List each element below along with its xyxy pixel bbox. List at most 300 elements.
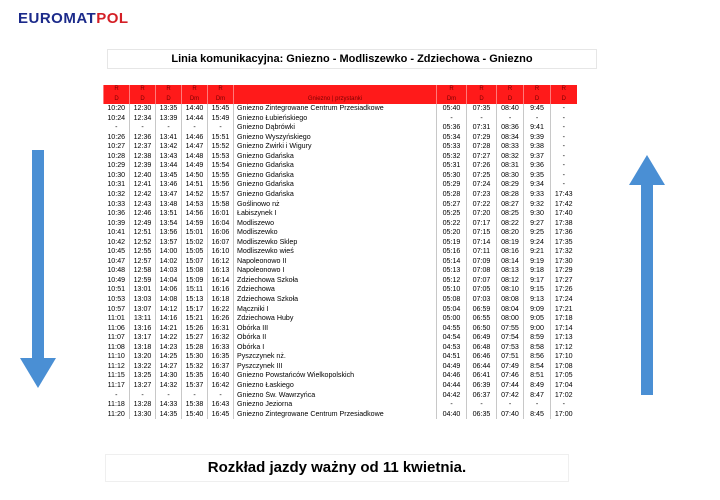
return-time: 17:32 — [551, 247, 577, 257]
return-time: 04:46 — [437, 371, 467, 381]
table-row — [104, 190, 577, 200]
return-time: 07:17 — [467, 219, 497, 229]
return-time: 08:33 — [497, 142, 524, 152]
header-cell: R — [551, 85, 577, 95]
return-time: 07:53 — [497, 343, 524, 353]
return-time: 07:46 — [497, 371, 524, 381]
departure-time: 13:44 — [156, 161, 182, 171]
table-row — [104, 276, 577, 286]
departure-time: 14:48 — [182, 152, 208, 162]
stop-name: Gniezno Gdańska — [234, 180, 437, 190]
departure-time: 14:32 — [156, 381, 182, 391]
departure-time: 16:10 — [208, 247, 234, 257]
return-time: 17:24 — [551, 295, 577, 305]
header-cell: D — [156, 95, 182, 105]
return-time: 07:25 — [467, 171, 497, 181]
stop-name: Obórka II — [234, 333, 437, 343]
return-time: - — [551, 152, 577, 162]
return-time: 05:13 — [437, 266, 467, 276]
departure-time: 15:51 — [208, 133, 234, 143]
departure-time: 13:28 — [130, 400, 156, 410]
departure-time: 15:58 — [208, 200, 234, 210]
departure-time: 12:59 — [130, 276, 156, 286]
return-time: 07:31 — [467, 123, 497, 133]
return-time: 9:32 — [524, 200, 551, 210]
header-cell: Dm — [182, 95, 208, 105]
departure-time: 15:11 — [182, 285, 208, 295]
return-time: 06:35 — [467, 410, 497, 420]
return-time: - — [437, 400, 467, 410]
return-time: 9:41 — [524, 123, 551, 133]
return-time: 07:55 — [497, 324, 524, 334]
departure-time: 11:20 — [107, 409, 125, 418]
return-time: 17:43 — [551, 190, 577, 200]
return-time: - — [467, 400, 497, 410]
departure-time: - — [130, 391, 156, 401]
departure-time: - — [208, 391, 234, 401]
return-time: 17:30 — [551, 257, 577, 267]
departure-time: 10:45 — [107, 247, 126, 256]
departure-time: 14:59 — [182, 219, 208, 229]
return-time: - — [551, 180, 577, 190]
stop-name: Gniezno Jeziorna — [234, 400, 437, 410]
departure-time: 16:37 — [208, 362, 234, 372]
return-time: 04:51 — [437, 352, 467, 362]
table-row — [104, 371, 577, 381]
return-time: - — [551, 400, 577, 410]
stop-name: Gniezno Gdańska — [234, 152, 437, 162]
table-row — [104, 352, 577, 362]
departure-time: 12:49 — [130, 219, 156, 229]
arrow-down-icon — [20, 150, 56, 388]
return-time: 9:34 — [524, 180, 551, 190]
departure-time: 15:02 — [182, 238, 208, 248]
departure-time: 16:22 — [208, 305, 234, 315]
return-time: 17:40 — [551, 209, 577, 219]
return-time: 07:42 — [497, 391, 524, 401]
return-time: 9:33 — [524, 190, 551, 200]
departure-time: 15:27 — [182, 333, 208, 343]
return-time: 05:32 — [437, 152, 467, 162]
return-time: 05:25 — [437, 209, 467, 219]
departure-time: 14:27 — [156, 362, 182, 372]
return-time: - — [497, 114, 524, 124]
header-row1 — [104, 85, 577, 95]
return-time: - — [437, 114, 467, 124]
return-time: 06:46 — [467, 352, 497, 362]
return-time: 04:53 — [437, 343, 467, 353]
table-row — [104, 180, 577, 190]
table-row — [104, 209, 577, 219]
return-time: 05:31 — [437, 161, 467, 171]
return-time: 07:44 — [497, 381, 524, 391]
return-time: 08:32 — [497, 152, 524, 162]
stop-name: Gniezno Dąbrówki — [234, 123, 437, 133]
departure-time: 15:54 — [208, 161, 234, 171]
departure-time: 14:21 — [156, 324, 182, 334]
departure-time: 14:00 — [156, 247, 182, 257]
return-time: 04:40 — [437, 410, 467, 420]
return-time: 06:55 — [467, 314, 497, 324]
table-row — [104, 305, 577, 315]
departure-time: 13:25 — [130, 371, 156, 381]
return-time: 08:19 — [497, 238, 524, 248]
header-cell: D — [551, 95, 577, 105]
table-row — [104, 171, 577, 181]
departure-time: 13:45 — [156, 171, 182, 181]
return-time: 8:49 — [524, 381, 551, 391]
departure-time: 13:17 — [130, 333, 156, 343]
departure-time: 10:31 — [107, 180, 126, 189]
return-time: 05:08 — [437, 295, 467, 305]
stop-name: Obórka III — [234, 324, 437, 334]
return-time: - — [467, 114, 497, 124]
departure-time: 14:52 — [182, 190, 208, 200]
departure-time: 12:39 — [130, 161, 156, 171]
return-time: 08:36 — [497, 123, 524, 133]
stop-name: Modliszewko — [234, 228, 437, 238]
return-time: 17:36 — [551, 228, 577, 238]
table-row — [104, 238, 577, 248]
stop-name: Modliszewo — [234, 219, 437, 229]
table-row — [104, 123, 577, 133]
return-time: 07:40 — [497, 410, 524, 420]
departure-time: 13:39 — [156, 114, 182, 124]
table-row — [104, 133, 577, 143]
departure-time: 15:21 — [182, 314, 208, 324]
departure-time: 10:49 — [107, 275, 126, 284]
return-time: 17:42 — [551, 200, 577, 210]
return-time: 05:00 — [437, 314, 467, 324]
stop-name: Mączniki I — [234, 305, 437, 315]
departure-time: 15:40 — [182, 410, 208, 420]
return-time: 05:27 — [437, 200, 467, 210]
return-time: 05:14 — [437, 257, 467, 267]
departure-time: 10:26 — [107, 132, 126, 141]
return-time: - — [551, 114, 577, 124]
return-time: 8:56 — [524, 352, 551, 362]
return-time: 07:08 — [467, 266, 497, 276]
header-cell: D — [497, 95, 524, 105]
header-cell: D — [104, 95, 130, 105]
departure-time: 15:45 — [208, 104, 234, 114]
departure-time: 13:07 — [130, 305, 156, 315]
return-time: 17:18 — [551, 314, 577, 324]
table-row — [104, 333, 577, 343]
return-time: 08:04 — [497, 305, 524, 315]
departure-time: 14:12 — [156, 305, 182, 315]
header-cell: R — [437, 85, 467, 95]
return-time: 8:51 — [524, 371, 551, 381]
return-time: 17:27 — [551, 276, 577, 286]
departure-time: 12:43 — [130, 200, 156, 210]
departure-time: 13:03 — [130, 295, 156, 305]
departure-time: 11:07 — [107, 333, 125, 342]
stop-name: Gniezno Łaskiego — [234, 381, 437, 391]
departure-time: 16:45 — [208, 410, 234, 420]
stop-name: Gniezno Gdańska — [234, 171, 437, 181]
return-time: 9:17 — [524, 276, 551, 286]
return-time: 07:49 — [497, 362, 524, 372]
return-time: 17:35 — [551, 238, 577, 248]
return-time: 17:21 — [551, 305, 577, 315]
return-time: 07:51 — [497, 352, 524, 362]
return-time: 9:09 — [524, 305, 551, 315]
header-cell: R — [104, 85, 130, 95]
stop-name: Napoleonowo II — [234, 257, 437, 267]
return-time: 17:38 — [551, 219, 577, 229]
return-time: 08:27 — [497, 200, 524, 210]
return-time: 9:39 — [524, 133, 551, 143]
departure-time: - — [156, 123, 182, 133]
departure-time: 15:01 — [182, 228, 208, 238]
departure-time: 10:48 — [107, 266, 126, 275]
table-row — [104, 152, 577, 162]
departure-time: 12:34 — [130, 114, 156, 124]
return-time: 8:45 — [524, 410, 551, 420]
header-cell: Dm — [208, 95, 234, 105]
departure-time: 12:41 — [130, 180, 156, 190]
departure-time: 13:42 — [156, 142, 182, 152]
return-time: - — [524, 114, 551, 124]
header-cell: R — [156, 85, 182, 95]
table-row — [104, 114, 577, 124]
return-time: 9:19 — [524, 257, 551, 267]
departure-time: 12:40 — [130, 171, 156, 181]
departure-time: - — [115, 123, 118, 132]
header-row2 — [104, 95, 577, 105]
stop-name: Modliszewko wieś — [234, 247, 437, 257]
departure-time: 15:13 — [182, 295, 208, 305]
departure-time: 11:15 — [107, 371, 125, 380]
departure-time: 10:28 — [107, 151, 126, 160]
departure-time: 14:33 — [156, 400, 182, 410]
departure-time: 12:46 — [130, 209, 156, 219]
return-time: - — [551, 123, 577, 133]
table-row — [104, 324, 577, 334]
return-time: 9:25 — [524, 228, 551, 238]
return-time: 08:28 — [497, 190, 524, 200]
departure-time: 16:40 — [208, 371, 234, 381]
table-row — [104, 200, 577, 210]
return-time: 06:44 — [467, 362, 497, 372]
table-row — [104, 219, 577, 229]
return-time: 17:12 — [551, 343, 577, 353]
stop-name: Gniezno Gdańska — [234, 161, 437, 171]
table-row — [104, 362, 577, 372]
departure-time: 12:55 — [130, 247, 156, 257]
departure-time: 15:56 — [208, 180, 234, 190]
return-time: 17:08 — [551, 362, 577, 372]
departure-time: 10:29 — [107, 161, 126, 170]
departure-time: 16:18 — [208, 295, 234, 305]
departure-time: 16:35 — [208, 352, 234, 362]
return-time: - — [524, 400, 551, 410]
departure-time: 12:51 — [130, 228, 156, 238]
departure-time: 14:35 — [156, 410, 182, 420]
table-row — [104, 104, 577, 114]
departure-time: 13:47 — [156, 190, 182, 200]
return-time: 05:19 — [437, 238, 467, 248]
return-time: 07:05 — [467, 285, 497, 295]
departure-time: 14:56 — [182, 209, 208, 219]
stop-name: Gniezno Łubieńskiego — [234, 114, 437, 124]
departure-time: 15:49 — [208, 114, 234, 124]
header-cell: Dm — [437, 95, 467, 105]
departure-time: 15:57 — [208, 190, 234, 200]
return-time: 8:47 — [524, 391, 551, 401]
departure-time: 14:22 — [156, 333, 182, 343]
return-time: 08:31 — [497, 161, 524, 171]
return-time: 04:44 — [437, 381, 467, 391]
departure-time: 16:16 — [208, 285, 234, 295]
departure-time: 13:57 — [156, 238, 182, 248]
return-time: 9:13 — [524, 295, 551, 305]
header-cell: R — [130, 85, 156, 95]
return-time: 05:34 — [437, 133, 467, 143]
departure-time: 14:47 — [182, 142, 208, 152]
departure-time: 15:32 — [182, 362, 208, 372]
departure-time: 13:43 — [156, 152, 182, 162]
return-time: 08:13 — [497, 266, 524, 276]
return-time: 05:29 — [437, 180, 467, 190]
return-time: 8:58 — [524, 343, 551, 353]
stop-name: Pyszczynek III — [234, 362, 437, 372]
return-time: 07:26 — [467, 161, 497, 171]
return-time: 17:13 — [551, 333, 577, 343]
return-time: 05:12 — [437, 276, 467, 286]
departure-time: 16:06 — [208, 228, 234, 238]
departure-time: 16:13 — [208, 266, 234, 276]
departure-time: 16:32 — [208, 333, 234, 343]
departure-time: 13:46 — [156, 180, 182, 190]
return-time: 06:48 — [467, 343, 497, 353]
table-row — [104, 257, 577, 267]
return-time: 17:14 — [551, 324, 577, 334]
return-time: 08:00 — [497, 314, 524, 324]
return-time: 07:54 — [497, 333, 524, 343]
return-time: 17:10 — [551, 352, 577, 362]
departure-time: 10:42 — [107, 237, 126, 246]
departure-time: 10:36 — [107, 209, 126, 218]
departure-time: 10:53 — [107, 295, 126, 304]
table-row — [104, 228, 577, 238]
return-time: 08:34 — [497, 133, 524, 143]
stop-name: Modliszewko Sklep — [234, 238, 437, 248]
departure-time: 14:23 — [156, 343, 182, 353]
stop-name: Gniezno Gdańska — [234, 190, 437, 200]
return-time: 05:04 — [437, 305, 467, 315]
stop-name: Obórka I — [234, 343, 437, 353]
departure-time: 12:38 — [130, 152, 156, 162]
return-time: 17:05 — [551, 371, 577, 381]
stop-name: Gniezno Zintegrowane Centrum Przesiadkowe — [234, 410, 437, 420]
departure-time: 10:30 — [107, 170, 126, 179]
departure-time: 15:05 — [182, 247, 208, 257]
stop-name: Gniezno Powstańców Wielkopolskich — [234, 371, 437, 381]
return-time: 05:22 — [437, 219, 467, 229]
return-time: 08:10 — [497, 285, 524, 295]
departure-time: 12:42 — [130, 190, 156, 200]
departure-time: 13:18 — [130, 343, 156, 353]
departure-time: 15:08 — [182, 266, 208, 276]
departure-time: 11:18 — [107, 400, 125, 409]
departure-time: 13:56 — [156, 228, 182, 238]
return-time: 17:00 — [551, 410, 577, 420]
return-time: 08:25 — [497, 209, 524, 219]
header-cell: R — [524, 85, 551, 95]
departure-time: 15:30 — [182, 352, 208, 362]
departure-time: 16:04 — [208, 219, 234, 229]
table-row — [104, 285, 577, 295]
departure-time: 10:27 — [107, 142, 126, 151]
return-time: 08:12 — [497, 276, 524, 286]
departure-time: 13:11 — [130, 314, 156, 324]
departure-time: 14:04 — [156, 276, 182, 286]
departure-time: 13:30 — [130, 410, 156, 420]
departure-time: 11:12 — [107, 361, 125, 370]
departure-time: 15:37 — [182, 381, 208, 391]
departure-time: 16:12 — [208, 257, 234, 267]
return-time: 17:04 — [551, 381, 577, 391]
departure-time: 16:01 — [208, 209, 234, 219]
return-time: 05:10 — [437, 285, 467, 295]
stop-name: Gniezno Żwirki i Wigury — [234, 142, 437, 152]
departure-time: 16:42 — [208, 381, 234, 391]
departure-time: 13:35 — [156, 104, 182, 114]
departure-time: - — [182, 391, 208, 401]
departure-time: 12:58 — [130, 266, 156, 276]
return-time: 07:09 — [467, 257, 497, 267]
return-time: 06:49 — [467, 333, 497, 343]
departure-time: 13:20 — [130, 352, 156, 362]
header-cell: D — [130, 95, 156, 105]
departure-time: 16:31 — [208, 324, 234, 334]
departure-time: 13:22 — [130, 362, 156, 372]
header-cell — [234, 85, 437, 95]
return-time: 17:02 — [551, 391, 577, 401]
departure-time: 10:20 — [107, 104, 126, 113]
header-cell: Gniezno | przystanki — [234, 95, 437, 105]
table-row — [104, 381, 577, 391]
departure-time: 14:40 — [182, 104, 208, 114]
table-row — [104, 400, 577, 410]
stop-name: Gniezno Zintegrowane Centrum Przesiadkowe — [234, 104, 437, 114]
return-time: 08:14 — [497, 257, 524, 267]
return-time: 05:33 — [437, 142, 467, 152]
return-time: 8:54 — [524, 362, 551, 372]
return-time: 07:29 — [467, 133, 497, 143]
departure-time: 14:46 — [182, 133, 208, 143]
departure-time: 12:37 — [130, 142, 156, 152]
departure-time: 10:47 — [107, 256, 126, 265]
return-time: 9:00 — [524, 324, 551, 334]
departure-time: 14:08 — [156, 295, 182, 305]
departure-time: 13:51 — [156, 209, 182, 219]
departure-time: 14:51 — [182, 180, 208, 190]
return-time: 05:20 — [437, 228, 467, 238]
return-time: 08:08 — [497, 295, 524, 305]
return-time: 9:24 — [524, 238, 551, 248]
departure-time: 14:02 — [156, 257, 182, 267]
departure-time: 11:01 — [107, 314, 125, 323]
euromatpol-logo — [18, 10, 129, 27]
header-cell: R — [182, 85, 208, 95]
departure-time: - — [182, 123, 208, 133]
departure-time: 13:01 — [130, 285, 156, 295]
table-row — [104, 295, 577, 305]
return-time: 08:22 — [497, 219, 524, 229]
